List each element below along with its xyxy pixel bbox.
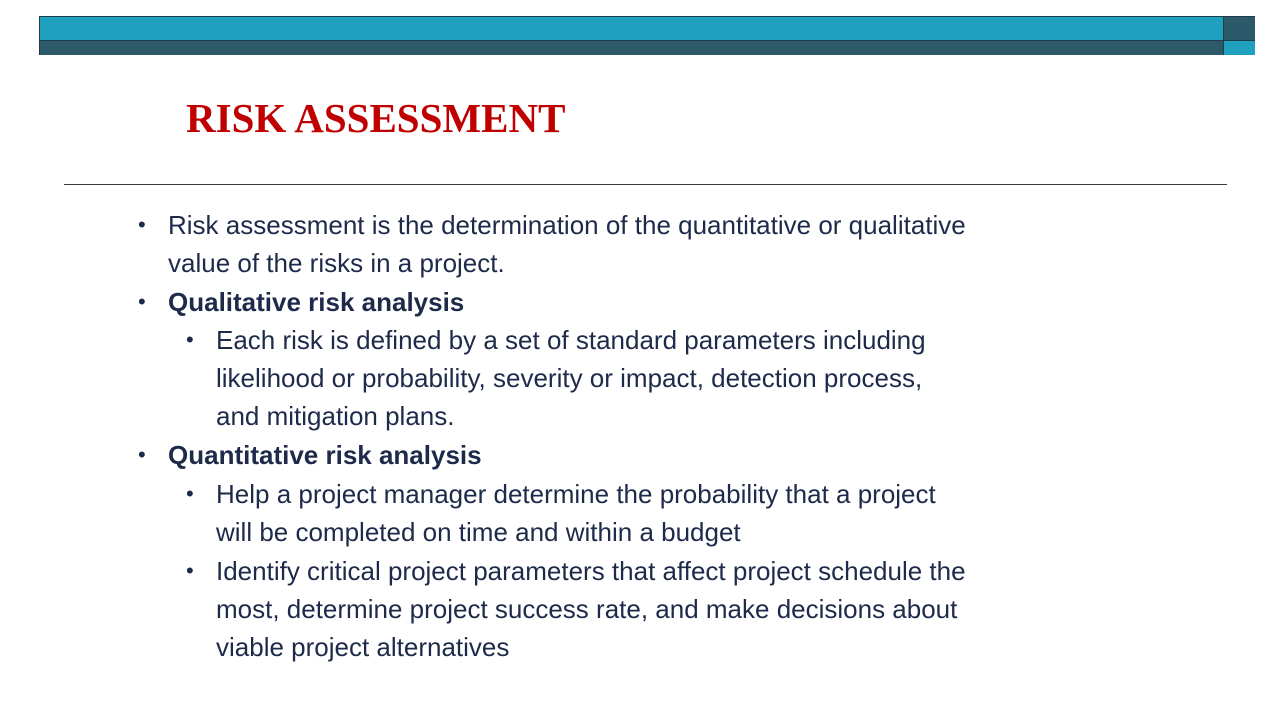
bullet-1-line-1: Risk assessment is the determination of the quantitative or qualitative <box>168 210 966 240</box>
bullet-marker: • <box>138 289 146 314</box>
sub-bullet-marker: • <box>186 327 194 352</box>
bullet-1-line-2: value of the risks in a project. <box>168 248 505 278</box>
quantitative-sub-1-line-2: will be completed on time and within a budget <box>216 517 741 547</box>
quantitative-sub-2-line-1: Identify critical project parameters that affect project schedule the <box>216 556 966 586</box>
bullet-marker: • <box>138 212 146 237</box>
sub-bullet-marker: • <box>186 481 194 506</box>
qualitative-sub-1-line-3: and mitigation plans. <box>216 401 455 431</box>
bullet-marker: • <box>138 442 146 467</box>
quantitative-sub-2-line-3: viable project alternatives <box>216 632 510 662</box>
qualitative-sub-1-line-1: Each risk is defined by a set of standard parameters including <box>216 325 926 355</box>
quantitative-sub-1-line-1: Help a project manager determine the probability that a project <box>216 479 936 509</box>
sub-bullet-marker: • <box>186 558 194 583</box>
quantitative-sub-2-line-2: most, determine project success rate, and make decisions about <box>216 594 958 624</box>
qualitative-sub-1-line-2: likelihood or probability, severity or impact, detection process, <box>216 363 923 393</box>
quantitative-heading: Quantitative risk analysis <box>168 440 482 470</box>
slide-title: RISK ASSESSMENT <box>186 95 566 141</box>
qualitative-heading: Qualitative risk analysis <box>168 287 465 317</box>
